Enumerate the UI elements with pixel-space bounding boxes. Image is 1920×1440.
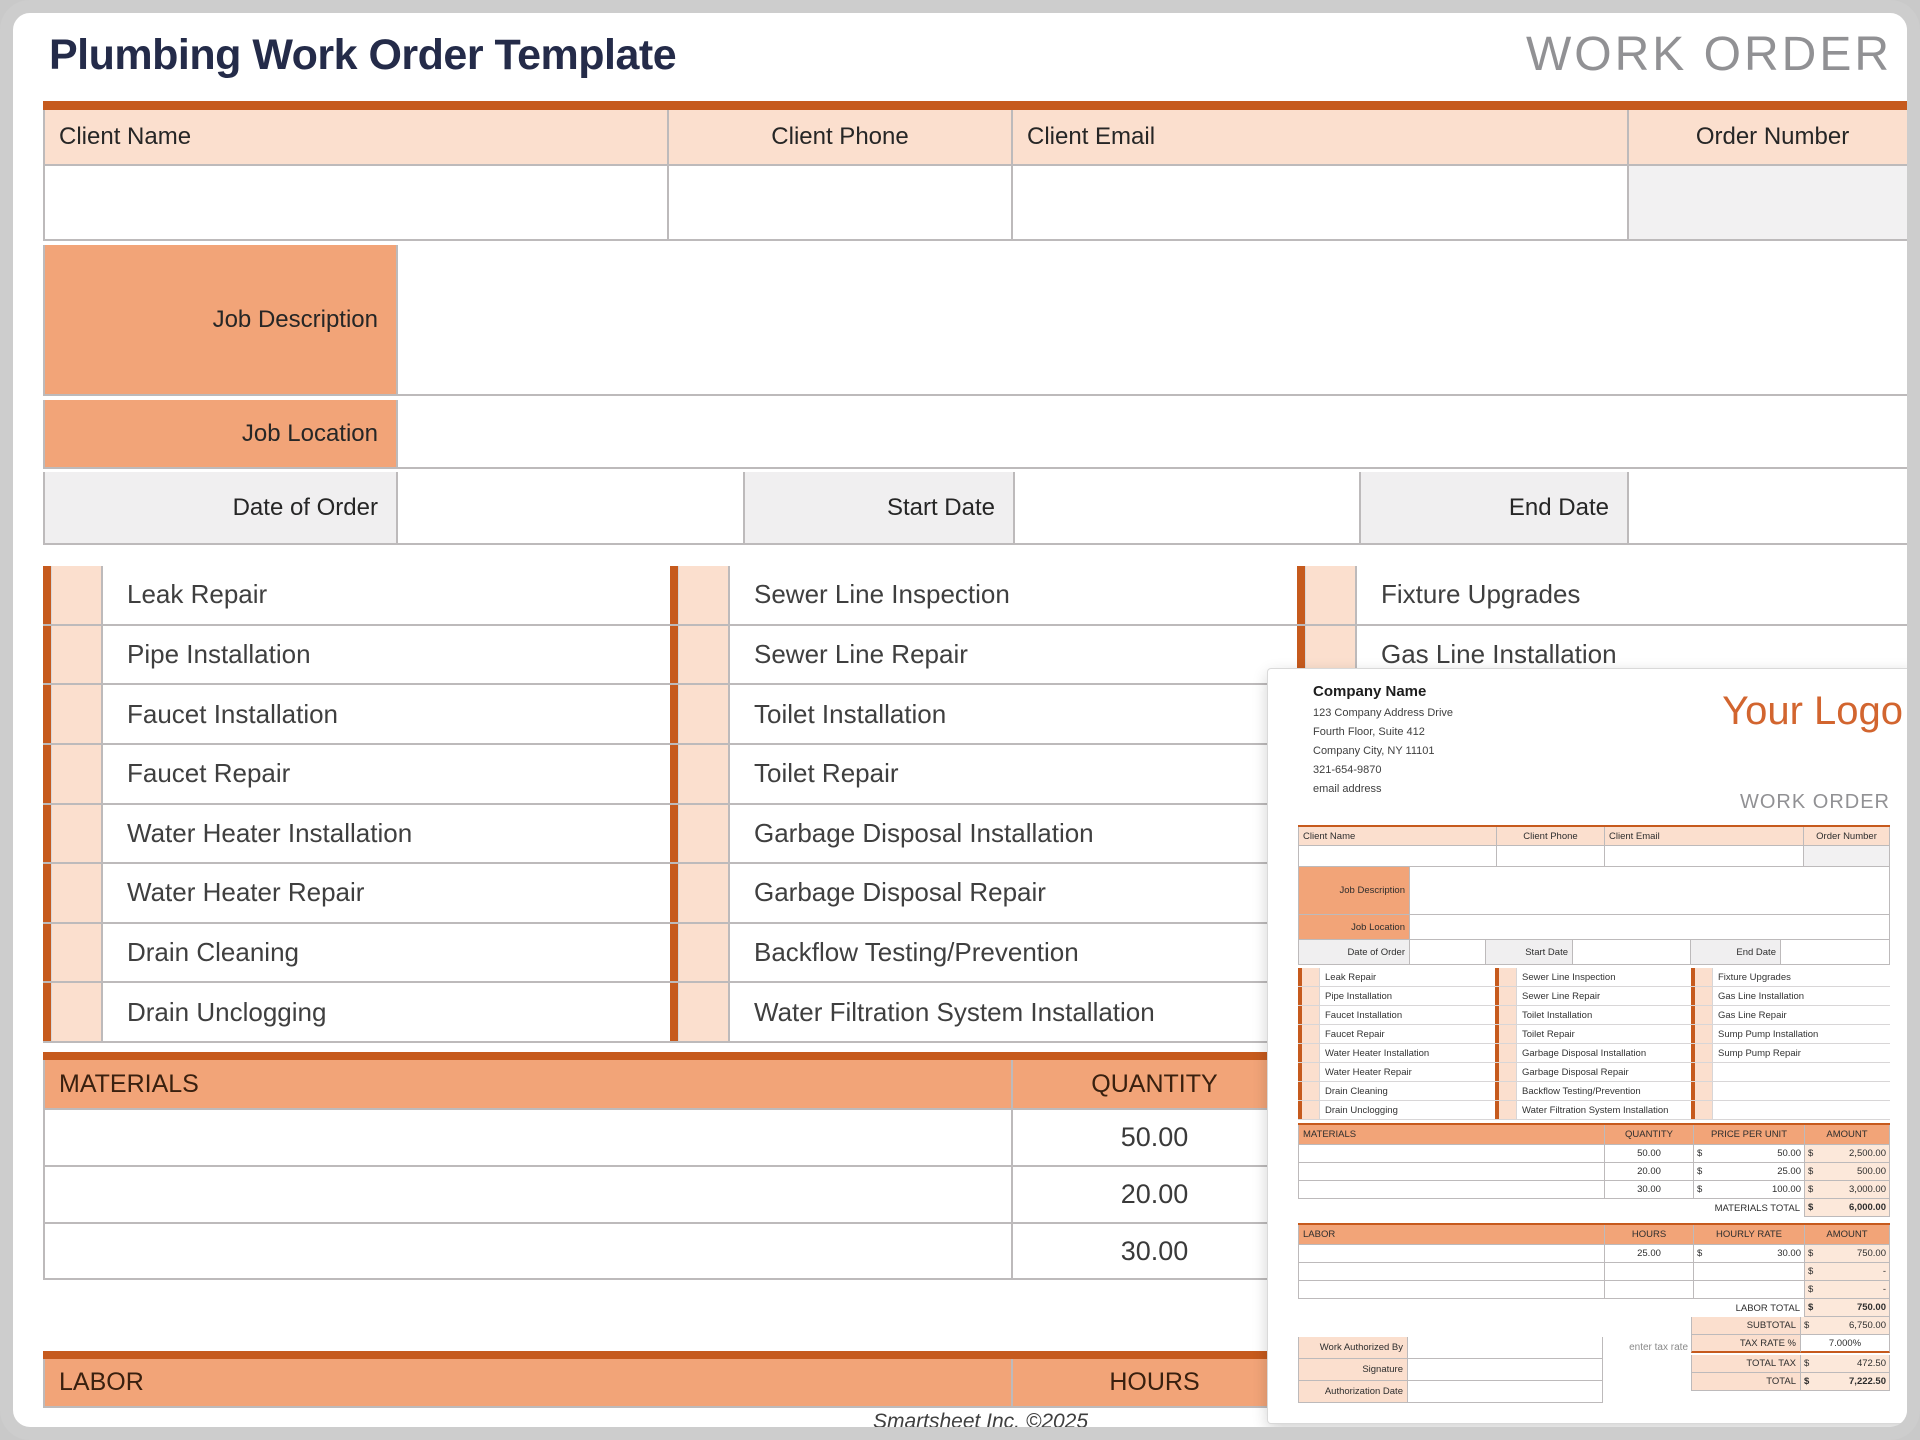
- checklist-item-label: Garbage Disposal Repair: [1522, 1066, 1629, 1078]
- checklist-row: [43, 983, 670, 1043]
- inset-checklist-row: [1298, 1082, 1495, 1101]
- dates-row: [43, 472, 1918, 545]
- checklist-row: [670, 566, 1297, 626]
- checkbox[interactable]: [1305, 566, 1357, 624]
- inset-signature-input: [1408, 1359, 1603, 1381]
- checkbox: [1499, 987, 1517, 1005]
- inset-hours-header: HOURS: [1605, 1225, 1694, 1245]
- your-logo-placeholder: Your Logo: [1722, 689, 1903, 733]
- inset-total-label: TOTAL: [1691, 1373, 1801, 1391]
- inset-checklist: [1298, 968, 1890, 1120]
- inset-labor-item: [1298, 1245, 1605, 1263]
- checklist-item-label: Sewer Line Repair: [754, 638, 968, 669]
- accent-edge: [43, 983, 51, 1041]
- checkbox[interactable]: [678, 864, 730, 922]
- client-phone-input[interactable]: [669, 166, 1013, 241]
- inset-total-tax-label: TOTAL TAX: [1691, 1355, 1801, 1373]
- checkbox[interactable]: [678, 626, 730, 684]
- inset-materials-header: MATERIALS: [1298, 1125, 1605, 1145]
- inset-checklist-row: [1691, 1006, 1890, 1025]
- accent-edge: [43, 626, 51, 684]
- checklist-item-label: [1713, 1082, 1890, 1100]
- job-description-row: [43, 245, 1918, 396]
- end-date-input[interactable]: [1629, 472, 1918, 545]
- order-number-header: Order Number: [1629, 110, 1918, 166]
- start-date-label: Start Date: [745, 472, 1015, 545]
- inset-order-number-input: [1804, 846, 1890, 867]
- checkbox[interactable]: [51, 983, 103, 1041]
- checklist-row: [43, 745, 670, 805]
- inset-labor-rate: [1694, 1263, 1805, 1281]
- inset-checklist-row: [1691, 1082, 1890, 1101]
- material-item-input[interactable]: [43, 1224, 1013, 1280]
- checkbox[interactable]: [51, 745, 103, 803]
- checkbox: [1302, 1082, 1320, 1100]
- checkbox: [1302, 1063, 1320, 1081]
- start-date-input[interactable]: [1015, 472, 1361, 545]
- checklist-item-label: Sewer Line Inspection: [754, 579, 1010, 610]
- inset-checklist-row: [1495, 968, 1691, 987]
- checklist-item-label: Leak Repair: [127, 579, 268, 610]
- checklist-item-label: Sewer Line Inspection: [1522, 971, 1616, 983]
- checklist-item-label: Drain Cleaning: [1325, 1085, 1388, 1097]
- inset-checklist-row: [1298, 1063, 1495, 1082]
- inset-dates-row: [1298, 940, 1890, 965]
- checklist-row: [43, 566, 670, 626]
- date-of-order-label: Date of Order: [43, 472, 398, 545]
- inset-checklist-row: [1495, 987, 1691, 1006]
- material-quantity-value[interactable]: 20.00: [1013, 1167, 1298, 1224]
- inset-material-unit-price: 100.00: [1771, 1184, 1801, 1195]
- inset-labor-row: [1298, 1245, 1890, 1263]
- date-of-order-input[interactable]: [398, 472, 745, 545]
- currency-symbol: $: [1808, 1284, 1814, 1295]
- company-address-line2: Fourth Floor, Suite 412: [1313, 726, 1425, 738]
- inset-labor-hours: [1605, 1263, 1694, 1281]
- inset-labor-header-row: [1298, 1225, 1890, 1245]
- checklist-item-label: Water Heater Repair: [127, 877, 365, 908]
- checkbox[interactable]: [51, 924, 103, 982]
- checklist-item-label: Toilet Installation: [1522, 1009, 1593, 1021]
- checkbox: [1302, 1006, 1320, 1024]
- checkbox[interactable]: [51, 685, 103, 743]
- checkbox[interactable]: [678, 745, 730, 803]
- inset-labor-total-row: [1298, 1299, 1890, 1317]
- inset-date-of-order-input: [1410, 940, 1486, 965]
- inset-work-authorized-by-label: Work Authorized By: [1298, 1337, 1408, 1359]
- company-name: Company Name: [1313, 683, 1427, 700]
- currency-symbol: $: [1808, 1248, 1814, 1259]
- company-address-line3: Company City, NY 11101: [1313, 745, 1435, 757]
- currency-symbol: $: [1808, 1166, 1814, 1177]
- checkbox: [1695, 1025, 1713, 1043]
- checklist-item-label: Backflow Testing/Prevention: [754, 937, 1079, 968]
- inset-material-item: [1298, 1163, 1605, 1181]
- template-preview-card[interactable]: [1268, 669, 1920, 1423]
- inset-end-date-label: End Date: [1691, 940, 1781, 965]
- inset-checklist-row: [1691, 1025, 1890, 1044]
- inset-end-date-input: [1781, 940, 1890, 965]
- checkbox[interactable]: [678, 805, 730, 863]
- inset-checklist-row: [1298, 968, 1495, 987]
- checkbox: [1302, 968, 1320, 986]
- checklist-item-label: Pipe Installation: [1325, 990, 1393, 1002]
- currency-symbol: $: [1808, 1148, 1814, 1159]
- checklist-item-label: Garbage Disposal Installation: [754, 817, 1094, 848]
- checkbox: [1499, 968, 1517, 986]
- checkbox: [1499, 1082, 1517, 1100]
- inset-materials-row: [1298, 1181, 1890, 1199]
- inset-quantity-header: QUANTITY: [1605, 1125, 1694, 1145]
- checklist-item-label: Sump Pump Repair: [1718, 1047, 1801, 1059]
- inset-amount-header: AMOUNT: [1805, 1125, 1890, 1145]
- checkbox: [1302, 1044, 1320, 1062]
- currency-symbol: $: [1808, 1184, 1814, 1195]
- accent-edge: [43, 685, 51, 743]
- accent-edge: [670, 626, 678, 684]
- inset-checklist-row: [1691, 1101, 1890, 1120]
- checkbox: [1695, 1101, 1713, 1119]
- inset-signature-row: [1298, 1359, 1603, 1381]
- checklist-item-label: Faucet Repair: [1325, 1028, 1385, 1040]
- currency-symbol: $: [1808, 1202, 1814, 1213]
- checklist-item-label: Fixture Upgrades: [1381, 579, 1581, 610]
- checklist-item-label: Water Heater Installation: [127, 817, 413, 848]
- inset-labor-item: [1298, 1281, 1605, 1299]
- checkbox: [1302, 1025, 1320, 1043]
- company-address-line1: 123 Company Address Drive: [1313, 707, 1454, 719]
- checklist-item-label: Toilet Repair: [1522, 1028, 1575, 1040]
- inset-material-qty: 50.00: [1605, 1145, 1694, 1163]
- inset-authorization-date-row: [1298, 1381, 1603, 1403]
- inset-materials-total-row: [1298, 1199, 1890, 1217]
- inset-labor-header: LABOR: [1298, 1225, 1605, 1245]
- checklist-item-label: Pipe Installation: [127, 638, 311, 669]
- inset-labor-total-label: LABOR TOTAL: [1298, 1299, 1805, 1317]
- inset-checklist-row: [1691, 968, 1890, 987]
- inset-material-amount: 500.00: [1856, 1166, 1886, 1177]
- currency-symbol: $: [1804, 1358, 1810, 1369]
- company-phone: 321-654-9870: [1313, 764, 1382, 776]
- inset-labor-amount-header: AMOUNT: [1805, 1225, 1890, 1245]
- inset-total-tax-value: 472.50: [1856, 1358, 1886, 1369]
- checklist-item-label: Toilet Repair: [754, 758, 899, 789]
- inset-client-phone-input: [1497, 846, 1605, 867]
- material-item-input[interactable]: [43, 1110, 1013, 1167]
- accent-edge: [670, 566, 678, 624]
- inset-material-qty: 20.00: [1605, 1163, 1694, 1181]
- inset-material-item: [1298, 1145, 1605, 1163]
- inset-client-email-input: [1605, 846, 1804, 867]
- inset-materials-row: [1298, 1163, 1890, 1181]
- work-order-heading: WORK ORDER: [1526, 28, 1892, 81]
- checklist-item-label: Water Filtration System Installation: [754, 996, 1155, 1027]
- materials-header: MATERIALS: [43, 1060, 1013, 1110]
- currency-symbol: $: [1697, 1166, 1703, 1177]
- inset-total-row: [1691, 1373, 1890, 1391]
- checkbox[interactable]: [51, 566, 103, 624]
- accent-edge: [43, 805, 51, 863]
- footer-credit: Smartsheet Inc. ©2025: [872, 1410, 1089, 1433]
- checklist-item-label: Water Filtration System Installation: [1522, 1104, 1669, 1116]
- checklist-column-1: [43, 566, 670, 1043]
- inset-subtotal-value: 6,750.00: [1849, 1320, 1886, 1331]
- job-description-input[interactable]: [398, 245, 1918, 396]
- client-input-row: [43, 166, 1918, 241]
- inset-start-date-label: Start Date: [1486, 940, 1573, 965]
- checkbox: [1499, 1063, 1517, 1081]
- checklist-row: [43, 924, 670, 984]
- checklist-item-label: Water Heater Installation: [1325, 1047, 1430, 1059]
- inset-job-description-input: [1410, 867, 1890, 915]
- inset-tax-rate-label: TAX RATE %: [1691, 1335, 1801, 1353]
- inset-authorized-row: [1298, 1337, 1603, 1359]
- material-item-input[interactable]: [43, 1167, 1013, 1224]
- checklist-item-label: Gas Line Repair: [1718, 1009, 1787, 1021]
- inset-checklist-row: [1691, 1063, 1890, 1082]
- inset-subtotal-label: SUBTOTAL: [1691, 1317, 1801, 1335]
- checkbox: [1302, 1101, 1320, 1119]
- inset-material-item: [1298, 1181, 1605, 1199]
- enter-tax-rate-hint: enter tax rate: [1629, 1342, 1688, 1353]
- checklist-item-label: Faucet Repair: [127, 758, 291, 789]
- accent-edge: [670, 983, 678, 1041]
- inset-tax-rate-value: 7.000%: [1801, 1335, 1890, 1353]
- inset-client-phone-header: Client Phone: [1497, 827, 1605, 846]
- inset-client-header-row: [1298, 827, 1890, 846]
- client-name-header: Client Name: [43, 110, 669, 166]
- checkbox: [1695, 1082, 1713, 1100]
- inset-checklist-column-1: [1298, 968, 1495, 1120]
- checklist-row: [670, 745, 1297, 805]
- accent-edge: [670, 745, 678, 803]
- checklist-item-label: [1713, 1101, 1890, 1119]
- currency-symbol: $: [1697, 1248, 1703, 1259]
- accent-edge: [670, 924, 678, 982]
- checkbox: [1695, 1063, 1713, 1081]
- inset-material-amount: 2,500.00: [1849, 1148, 1886, 1159]
- checkbox[interactable]: [678, 924, 730, 982]
- material-quantity-value[interactable]: 50.00: [1013, 1110, 1298, 1167]
- inset-client-input-row: [1298, 846, 1890, 867]
- inset-job-description-label: Job Description: [1298, 867, 1410, 915]
- inset-labor-row: [1298, 1263, 1890, 1281]
- inset-labor-row: [1298, 1281, 1890, 1299]
- currency-symbol: $: [1804, 1320, 1810, 1331]
- inset-material-unit-price: 25.00: [1777, 1166, 1801, 1177]
- inset-work-authorized-by-input: [1408, 1337, 1603, 1359]
- job-location-row: [43, 400, 1918, 469]
- checklist-row: [670, 924, 1297, 984]
- inset-client-name-input: [1298, 846, 1497, 867]
- inset-checklist-row: [1495, 1082, 1691, 1101]
- checkbox: [1499, 1006, 1517, 1024]
- currency-symbol: $: [1808, 1302, 1814, 1313]
- checklist-row: [670, 626, 1297, 686]
- inset-labor-rate: 30.00: [1777, 1248, 1801, 1259]
- accent-bar-top: [43, 101, 1918, 110]
- accent-edge: [670, 864, 678, 922]
- inset-checklist-row: [1495, 1063, 1691, 1082]
- inset-tax-rate-row: [1691, 1335, 1890, 1353]
- checklist-row: [670, 983, 1297, 1043]
- checklist-row: [670, 864, 1297, 924]
- inset-materials-row: [1298, 1145, 1890, 1163]
- inset-checklist-row: [1691, 987, 1890, 1006]
- inset-checklist-row: [1298, 1025, 1495, 1044]
- accent-edge: [43, 566, 51, 624]
- inset-material-qty: 30.00: [1605, 1181, 1694, 1199]
- accent-edge: [670, 685, 678, 743]
- inset-authorization-date-label: Authorization Date: [1298, 1381, 1408, 1403]
- currency-symbol: $: [1697, 1184, 1703, 1195]
- inset-authorization-date-input: [1408, 1381, 1603, 1403]
- job-description-label: Job Description: [43, 245, 398, 396]
- inset-job-location-row: [1298, 915, 1890, 940]
- material-quantity-value[interactable]: 30.00: [1013, 1224, 1298, 1280]
- inset-labor-hours: [1605, 1281, 1694, 1299]
- checklist-item-label: [1713, 1063, 1890, 1081]
- inset-checklist-row: [1495, 1044, 1691, 1063]
- inset-checklist-row: [1495, 1101, 1691, 1120]
- checklist-item-label: Garbage Disposal Repair: [754, 877, 1046, 908]
- checklist-item-label: Gas Line Installation: [1718, 990, 1805, 1002]
- checklist-item-label: Toilet Installation: [754, 698, 947, 729]
- inset-checklist-row: [1298, 1006, 1495, 1025]
- checklist-item-label: Gas Line Installation: [1381, 638, 1617, 669]
- checklist-item-label: Drain Cleaning: [127, 937, 299, 968]
- inset-checklist-row: [1298, 987, 1495, 1006]
- checkbox[interactable]: [51, 805, 103, 863]
- checklist-row: [43, 685, 670, 745]
- accent-edge: [43, 745, 51, 803]
- checklist-item-label: Faucet Installation: [1325, 1009, 1403, 1021]
- checklist-row: [43, 864, 670, 924]
- inset-signature-label: Signature: [1298, 1359, 1408, 1381]
- checklist-row: [43, 805, 670, 865]
- hours-header: HOURS: [1013, 1359, 1298, 1408]
- checklist-row: [670, 805, 1297, 865]
- checkbox[interactable]: [51, 626, 103, 684]
- checkbox[interactable]: [678, 566, 730, 624]
- inset-checklist-column-2: [1495, 968, 1691, 1120]
- inset-total-tax-row: [1691, 1355, 1890, 1373]
- inset-order-number-header: Order Number: [1804, 827, 1890, 846]
- inset-materials-header-row: [1298, 1125, 1890, 1145]
- checkbox[interactable]: [678, 685, 730, 743]
- checklist-item-label: Drain Unclogging: [127, 996, 327, 1027]
- inset-start-date-input: [1573, 940, 1691, 965]
- client-phone-header: Client Phone: [669, 110, 1013, 166]
- inset-checklist-row: [1495, 1006, 1691, 1025]
- checkbox[interactable]: [678, 983, 730, 1041]
- inset-client-email-header: Client Email: [1605, 827, 1804, 846]
- checkbox[interactable]: [51, 864, 103, 922]
- inset-labor-amount: -: [1882, 1266, 1886, 1277]
- inset-materials-total-label: MATERIALS TOTAL: [1298, 1199, 1805, 1217]
- inset-material-unit-price: 50.00: [1777, 1148, 1801, 1159]
- checkbox: [1695, 1044, 1713, 1062]
- checkbox: [1302, 987, 1320, 1005]
- accent-edge: [1297, 566, 1305, 624]
- checkbox: [1695, 1006, 1713, 1024]
- checklist-item-label: Faucet Installation: [127, 698, 339, 729]
- company-email: email address: [1313, 783, 1382, 795]
- inset-checklist-row: [1691, 1044, 1890, 1063]
- inset-labor-amount: 750.00: [1856, 1248, 1886, 1259]
- currency-symbol: $: [1697, 1148, 1703, 1159]
- checkbox: [1695, 968, 1713, 986]
- end-date-label: End Date: [1361, 472, 1629, 545]
- checklist-item-label: Leak Repair: [1325, 971, 1377, 983]
- page-title: Plumbing Work Order Template: [49, 31, 677, 79]
- client-name-input[interactable]: [43, 166, 669, 241]
- client-header-row: [43, 110, 1918, 166]
- inset-work-order-heading: WORK ORDER: [1740, 791, 1890, 813]
- checklist-item-label: Garbage Disposal Installation: [1522, 1047, 1647, 1059]
- currency-symbol: $: [1804, 1376, 1810, 1387]
- inset-date-of-order-label: Date of Order: [1298, 940, 1410, 965]
- checklist-item-label: Water Heater Repair: [1325, 1066, 1412, 1078]
- checkbox: [1499, 1025, 1517, 1043]
- accent-edge: [670, 805, 678, 863]
- inset-checklist-row: [1495, 1025, 1691, 1044]
- checklist-item-label: Sump Pump Installation: [1718, 1028, 1819, 1040]
- job-location-input[interactable]: [398, 400, 1918, 469]
- inset-total-value: 7,222.50: [1849, 1376, 1886, 1387]
- currency-symbol: $: [1808, 1266, 1814, 1277]
- checklist-item-label: Fixture Upgrades: [1718, 971, 1791, 983]
- checkbox: [1695, 987, 1713, 1005]
- inset-checklist-column-3: [1691, 968, 1890, 1120]
- inset-client-name-header: Client Name: [1298, 827, 1497, 846]
- inset-checklist-row: [1298, 1101, 1495, 1120]
- checklist-row: [1297, 566, 1918, 626]
- inset-labor-total-value: 750.00: [1856, 1302, 1886, 1313]
- inset-checklist-row: [1298, 1044, 1495, 1063]
- checkbox: [1499, 1101, 1517, 1119]
- checklist-row: [670, 685, 1297, 745]
- inset-job-location-label: Job Location: [1298, 915, 1410, 940]
- accent-edge: [43, 864, 51, 922]
- checklist-row: [43, 626, 670, 686]
- accent-edge: [43, 924, 51, 982]
- inset-labor-amount: -: [1882, 1284, 1886, 1295]
- inset-material-amount: 3,000.00: [1849, 1184, 1886, 1195]
- inset-hourly-rate-header: HOURLY RATE: [1694, 1225, 1805, 1245]
- job-location-label: Job Location: [43, 400, 398, 469]
- inset-labor-hours: 25.00: [1605, 1245, 1694, 1263]
- labor-header: LABOR: [43, 1359, 1013, 1408]
- inset-job-location-input: [1410, 915, 1890, 940]
- inset-job-description-row: [1298, 867, 1890, 915]
- checklist-column-2: [670, 566, 1297, 1043]
- order-number-input[interactable]: [1629, 166, 1918, 241]
- quantity-header: QUANTITY: [1013, 1060, 1298, 1110]
- inset-materials-total-value: 6,000.00: [1849, 1202, 1886, 1213]
- inset-subtotal-row: [1691, 1317, 1890, 1335]
- inset-labor-item: [1298, 1263, 1605, 1281]
- checklist-item-label: Drain Unclogging: [1325, 1104, 1398, 1116]
- checklist-item-label: Backflow Testing/Prevention: [1522, 1085, 1641, 1097]
- inset-labor-rate: [1694, 1281, 1805, 1299]
- checkbox: [1499, 1044, 1517, 1062]
- client-email-header: Client Email: [1013, 110, 1629, 166]
- client-email-input[interactable]: [1013, 166, 1629, 241]
- inset-price-per-unit-header: PRICE PER UNIT: [1694, 1125, 1805, 1145]
- checklist-item-label: Sewer Line Repair: [1522, 990, 1601, 1002]
